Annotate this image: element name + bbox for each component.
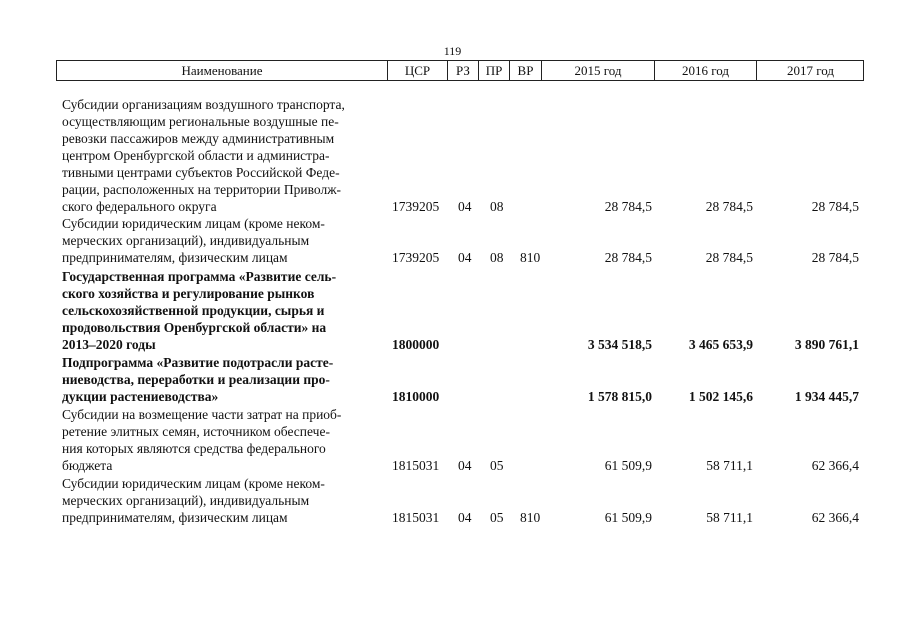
row-2015: 28 784,5 (604, 250, 652, 265)
table-header (56, 60, 864, 81)
header-2016: 2016 год (654, 61, 756, 80)
row-name-line: ния которых являются средства федерального (62, 441, 326, 456)
row-rz: 04 (458, 199, 472, 214)
row-name (62, 215, 374, 266)
row-vr: 810 (520, 510, 541, 525)
row-name-line: ского федерального округа (62, 199, 217, 214)
row-pr: 08 (490, 199, 504, 214)
row-2015: 61 509,9 (604, 510, 652, 525)
row-csr: 1810000 (392, 389, 440, 404)
row-2015: 3 534 518,5 (587, 337, 652, 352)
row-csr: 1815031 (392, 458, 440, 473)
row-rz: 04 (458, 510, 472, 525)
row-rz: 04 (458, 250, 472, 265)
row-2015: 28 784,5 (604, 199, 652, 214)
header-2017: 2017 год (756, 61, 864, 80)
row-name-line: ского хозяйства и регулирование рынков (62, 286, 315, 301)
row-name-line: дукции растениеводства» (62, 389, 219, 404)
row-name-line: ниеводства, переработки и реализации про- (62, 372, 330, 387)
row-name-line: продовольствия Оренбургской области» на (62, 320, 327, 335)
row-name-line: бюджета (62, 458, 113, 473)
row-2017: 28 784,5 (811, 250, 859, 265)
row-2015: 1 578 815,0 (587, 389, 652, 404)
row-name-line: 2013–2020 годы (62, 337, 156, 352)
row-2016: 58 711,1 (706, 458, 753, 473)
row-name (62, 406, 374, 474)
header-pr: ПР (478, 61, 509, 80)
row-2016: 3 465 653,9 (688, 337, 753, 352)
row-csr: 1815031 (392, 510, 440, 525)
row-csr: 1739205 (392, 250, 440, 265)
row-name-line: центром Оренбургской области и администра- (62, 148, 330, 163)
row-name-line: предпринимателям, физическим лицам (62, 250, 288, 265)
row-name-line: Субсидии юридическим лицам (кроме неком- (62, 216, 325, 231)
row-rz: 04 (458, 458, 472, 473)
row-name (62, 475, 374, 526)
row-pr: 08 (490, 250, 504, 265)
row-2016: 28 784,5 (705, 250, 753, 265)
row-name-line: мерческих организаций), индивидуальным (62, 233, 310, 248)
row-2015: 61 509,9 (604, 458, 652, 473)
row-name (62, 96, 374, 215)
row-pr: 05 (490, 510, 504, 525)
header-2015: 2015 год (541, 61, 654, 80)
row-csr: 1800000 (392, 337, 440, 352)
row-name-line: Субсидии на возмещение части затрат на приоб- (62, 407, 342, 422)
header-name: Наименование (56, 61, 387, 80)
row-name-line: ревозки пассажиров между административным (62, 131, 335, 146)
row-2016: 28 784,5 (705, 199, 753, 214)
row-2017: 62 366,4 (811, 458, 859, 473)
row-name-line: Субсидии юридическим лицам (кроме неком- (62, 476, 325, 491)
row-2017: 3 890 761,1 (794, 337, 859, 352)
row-name (62, 268, 374, 353)
row-2017: 1 934 445,7 (794, 389, 859, 404)
row-name-line: Подпрограмма «Развитие подотрасли расте- (62, 355, 334, 370)
row-2017: 62 366,4 (811, 510, 859, 525)
header-csr: ЦСР (387, 61, 447, 80)
row-csr: 1739205 (392, 199, 440, 214)
row-name-line: мерческих организаций), индивидуальным (62, 493, 310, 508)
row-name-line: Государственная программа «Развитие сель- (62, 269, 337, 284)
row-name-line: предпринимателям, физическим лицам (62, 510, 288, 525)
row-name-line: Субсидии организациям воздушного транспорта, (62, 97, 345, 112)
header-rz: РЗ (447, 61, 478, 80)
row-pr: 05 (490, 458, 504, 473)
row-name-line: осуществляющим региональные воздушные пе- (62, 114, 339, 129)
row-name-line: тивными центрами субъектов Российской Феде- (62, 165, 340, 180)
row-vr: 810 (520, 250, 541, 265)
row-name-line: рации, расположенных на территории Приволж- (62, 182, 342, 197)
row-2016: 1 502 145,6 (688, 389, 753, 404)
row-name (62, 354, 374, 405)
row-2017: 28 784,5 (811, 199, 859, 214)
row-name-line: сельскохозяйственной продукции, сырья и (62, 303, 325, 318)
row-2016: 58 711,1 (706, 510, 753, 525)
page-number: 119 (443, 44, 462, 58)
header-vr: ВР (509, 61, 541, 80)
row-name-line: ретение элитных семян, источником обеспече- (62, 424, 330, 439)
